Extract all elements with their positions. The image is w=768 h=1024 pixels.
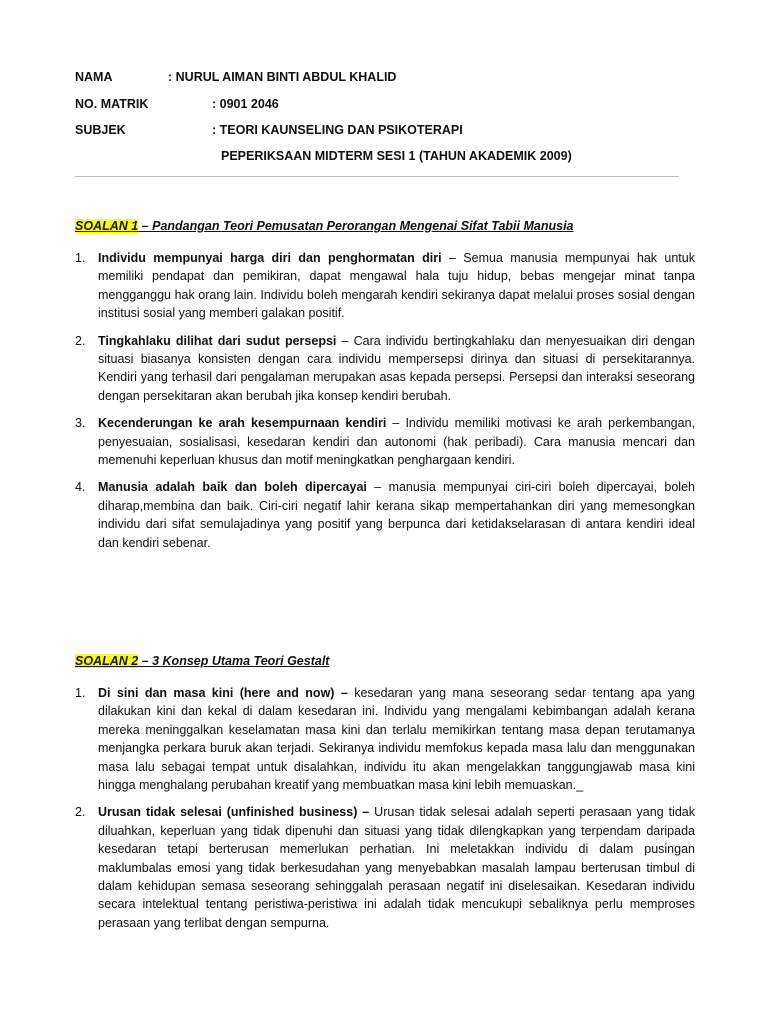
subjek-label: SUBJEK (75, 123, 126, 137)
matrik-label: NO. MATRIK (75, 97, 149, 111)
item-text: – manusia mempunyai ciri-ciri boleh dipercayai, boleh diharap,membina dan baik. Ciri-ciri negatif lahir kerana sikap mempertahankan diri yang memesongkan individu dari sifat semulajadinya yang positif yang berpunca dari ketidakselarasan di antara kendiri ideal dan kendiri sebenar. (98, 480, 695, 550)
soalan1-title: – Pandangan Teori Pemusatan Perorangan Mengenai Sifat Tabii Manusia (138, 219, 574, 233)
soalan1-label: SOALAN 1 (75, 219, 139, 233)
item-number: 1. (75, 251, 86, 265)
item-number: 4. (75, 480, 86, 495)
item-heading: Urusan tidak selesai (unfinished business) – (98, 805, 370, 820)
item-text: Urusan tidak selesai adalah seperti perasaan yang tidak diluahkan, keperluan yang tidak dipenuhi dan situasi yang tidak dilengkapkan yang terpendam daripada kesedaran tetapi berterusan memerlukan perhatian. Ini meletakkan individu di dalam pusingan maklumbalas emosi yang tidak berkesudahan yang menyebabkan masalah lampau berterusan timbul di dalam kehidupan semasa seseorang sehinggalah perasaan negatif ini diselesaikan. Kesedaran individu secara intelektual tentang peristiwa-peristiwa ini adalah tidak mencukupi sebaliknya perlu memproses perasaan yang terlibat dengan sempurna. (98, 805, 695, 930)
soalan2-list (75, 684, 695, 941)
list-item (75, 249, 695, 323)
item-number: 2. (75, 333, 86, 348)
list-item (75, 478, 695, 552)
item-text: – Individu memiliki motivasi ke arah perkembangan, penyesuaian, sosialisasi, kesedaran kendiri dan autonomi (hak peribadi). Cara manusia mencari dan memenuhi keperluan khusus dan motif meningkatkan penghargaan kendiri. (98, 416, 695, 468)
item-heading: Kecenderungan ke arah kesempurnaan kendiri (98, 416, 387, 431)
soalan1-list (75, 249, 695, 561)
list-item (75, 803, 695, 932)
item-heading: Di sini dan masa kini (here and now) – (98, 686, 348, 700)
nama-label: NAMA (75, 70, 113, 84)
item-number: 1. (75, 686, 86, 700)
soalan2-label: SOALAN 2 (75, 654, 139, 668)
item-text: – Semua manusia mempunyai hak untuk memiliki pendapat dan pemikiran, dapat mengawal hala tuju hidup, bebas mengejar minat tanpa mengganggu hak orang lain. Individu boleh mengarah kendiri sekiranya dapat melalui proses sosial dengan institusi sosial yang memberi galakan positif. (98, 251, 695, 321)
matrik-value: : 0901 2046 (212, 97, 279, 111)
list-item (75, 684, 695, 794)
list-item (75, 332, 695, 406)
item-number: 3. (75, 416, 86, 431)
exam-line: PEPERIKSAAN MIDTERM SESI 1 (TAHUN AKADEMIK 2009) (221, 149, 572, 163)
item-heading: Tingkahlaku dilihat dari sudut persepsi (98, 333, 337, 348)
soalan2-title: – 3 Konsep Utama Teori Gestalt (138, 654, 330, 668)
header-divider (75, 176, 679, 177)
list-item (75, 414, 695, 469)
item-text: – Cara individu bertingkahlaku dan menyesuaikan diri dengan situasi biasanya konsisten dengan cara individu mempersepsi dirinya dan situasi di persekitarannya. Kendiri yang terhasil dari pengalaman merupakan asas kepada persepsi. Persepsi dan interaksi seseorang dengan persekitaran akan berubah jika konsep kendiri berubah. (98, 333, 695, 403)
item-number: 2. (75, 805, 86, 820)
item-heading: Individu mempunyai harga diri dan penghormatan diri (98, 251, 442, 265)
item-heading: Manusia adalah baik dan boleh dipercayai (98, 480, 367, 495)
subjek-value: : TEORI KAUNSELING DAN PSIKOTERAPI (212, 123, 463, 137)
soalan2-heading (75, 654, 329, 668)
soalan1-heading (75, 219, 574, 233)
item-text: kesedaran yang mana seseorang sedar tentang apa yang dilakukan kini dan kekal di dalam kesedaran ini. Individu yang mengalami kebimbangan adalah kerana mereka meninggalkan keselamatan masa kini dan terlalu memikirkan tentang masa depan terutamanya menjangka perkara buruk akan terjadi. Sekiranya individu memfokus kepada masa lalu dan menggunakan masa lalu sebagai tempat untuk disalahkan, individu itu akan mengelakkan tanggungjawab masa kini hingga menghalang perubahan kreatif yang membuatkan masa kini lebih memuaskan._ (98, 686, 695, 793)
nama-value: : NURUL AIMAN BINTI ABDUL KHALID (168, 70, 397, 84)
